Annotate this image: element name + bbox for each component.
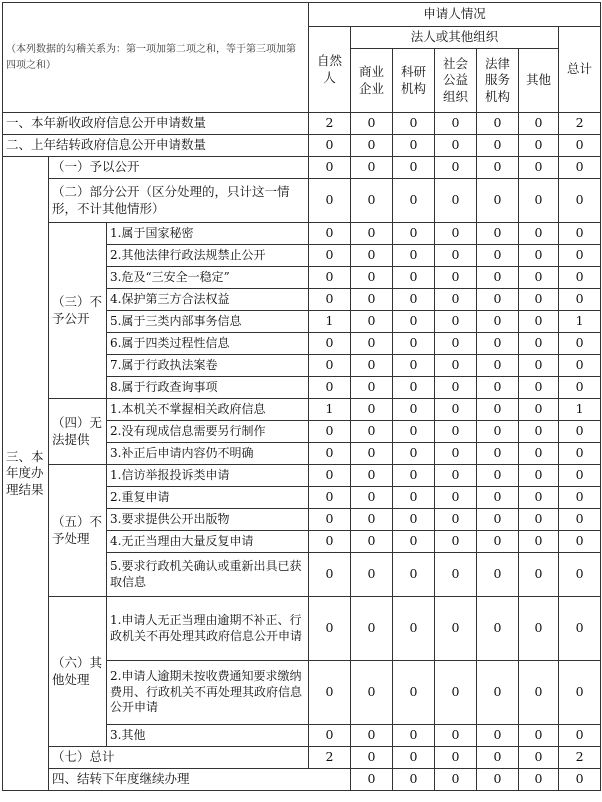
cell-value: 0 (519, 157, 559, 179)
table-row (3, 769, 601, 791)
cell-value: 0 (519, 399, 559, 421)
cell-value: 0 (519, 267, 559, 289)
cell-value: 0 (435, 377, 477, 399)
cell-value: 0 (519, 747, 559, 769)
cell-value: 0 (559, 333, 601, 355)
cell-value: 0 (351, 179, 393, 223)
cell-value: 0 (351, 289, 393, 311)
cell-value: 0 (477, 289, 519, 311)
cell-value: 0 (309, 531, 351, 553)
cell-value: 0 (477, 725, 519, 747)
cell-value: 0 (519, 223, 559, 245)
cell-value: 0 (435, 289, 477, 311)
cell-value: 0 (351, 553, 393, 597)
cell-value: 0 (477, 113, 519, 135)
cell-value: 0 (559, 355, 601, 377)
cell-value: 0 (477, 509, 519, 531)
cell-value: 0 (477, 377, 519, 399)
cell-value: 0 (435, 223, 477, 245)
cell-value: 0 (519, 443, 559, 465)
row-label: （一）予以公开 (49, 157, 309, 179)
org-column-research: 科研机构 (393, 49, 435, 113)
disclosure-report-table (2, 2, 601, 791)
row-label: 1.申请人无正当理由逾期不补正、行政机关不再处理其政府信息公开申请 (107, 597, 309, 661)
cell-value: 0 (435, 399, 477, 421)
cell-value: 0 (393, 289, 435, 311)
cell-value: 0 (351, 531, 393, 553)
cell-value: 2 (309, 113, 351, 135)
cell-value: 0 (393, 311, 435, 333)
row-label: 6.属于四类过程性信息 (107, 333, 309, 355)
cell-value: 0 (519, 311, 559, 333)
cell-value: 2 (309, 747, 351, 769)
row-label: 2.重复申请 (107, 487, 309, 509)
cell-value: 0 (393, 465, 435, 487)
cell-value: 0 (477, 135, 519, 157)
cell-value: 0 (309, 421, 351, 443)
cell-value: 0 (477, 355, 519, 377)
cell-value: 0 (435, 531, 477, 553)
cell-value: 0 (477, 769, 519, 791)
natural-person-header: 自然人 (309, 27, 351, 113)
cell-value: 0 (435, 465, 477, 487)
cell-value: 0 (559, 509, 601, 531)
row-label: 7.属于行政执法案卷 (107, 355, 309, 377)
cell-value: 0 (477, 747, 519, 769)
cell-value: 0 (393, 179, 435, 223)
cell-value: 0 (393, 553, 435, 597)
cell-value: 0 (351, 465, 393, 487)
cell-value: 1 (309, 399, 351, 421)
cell-value: 0 (393, 509, 435, 531)
cell-value: 0 (559, 421, 601, 443)
row-label: 四、结转下年度继续办理 (49, 769, 351, 791)
cell-value: 0 (519, 113, 559, 135)
cell-value: 0 (559, 531, 601, 553)
cell-value: 0 (351, 245, 393, 267)
header-row-1 (3, 3, 601, 27)
row-label: 5.属于三类内部事务信息 (107, 311, 309, 333)
row-label: 2.其他法律行政法规禁止公开 (107, 245, 309, 267)
cell-value: 0 (435, 157, 477, 179)
cell-value: 0 (351, 769, 393, 791)
cell-value: 0 (477, 267, 519, 289)
cell-value: 0 (559, 135, 601, 157)
cell-value: 0 (477, 311, 519, 333)
cell-value: 0 (477, 333, 519, 355)
cell-value: 0 (519, 421, 559, 443)
row-label: 2.申请人逾期未按收费通知要求缴纳费用、行政机关不再处理其政府信息公开申请 (107, 661, 309, 725)
cell-value: 0 (393, 747, 435, 769)
org-column-other: 其他 (519, 49, 559, 113)
cell-value: 0 (477, 487, 519, 509)
cell-value: 0 (519, 465, 559, 487)
cell-value: 0 (519, 509, 559, 531)
cell-value: 0 (309, 597, 351, 661)
row-label: 3.其他 (107, 725, 309, 747)
cell-value: 0 (393, 223, 435, 245)
cell-value: 0 (351, 597, 393, 661)
cell-value: 0 (393, 377, 435, 399)
row-label: 1.本机关不掌握相关政府信息 (107, 399, 309, 421)
org-column-legal-service: 法律服务机构 (477, 49, 519, 113)
cell-value: 0 (351, 747, 393, 769)
cell-value: 0 (519, 245, 559, 267)
cell-value: 0 (309, 179, 351, 223)
cell-value: 0 (309, 725, 351, 747)
cell-value: 0 (435, 311, 477, 333)
table-row (3, 399, 601, 421)
cell-value: 0 (351, 135, 393, 157)
cell-value: 0 (351, 399, 393, 421)
row-label: 二、上年结转政府信息公开申请数量 (3, 135, 309, 157)
cell-value: 0 (435, 597, 477, 661)
cell-value: 0 (435, 333, 477, 355)
cell-value: 0 (309, 245, 351, 267)
cell-value: 0 (393, 531, 435, 553)
cell-value: 0 (519, 725, 559, 747)
cell-value: 0 (559, 245, 601, 267)
cell-value: 1 (559, 311, 601, 333)
cell-value: 0 (435, 769, 477, 791)
cell-value: 0 (435, 487, 477, 509)
total-header: 总计 (559, 27, 601, 113)
cell-value: 0 (559, 289, 601, 311)
cell-value: 0 (519, 769, 559, 791)
table-row (3, 747, 601, 769)
subgroup-label: （五）不予处理 (49, 465, 107, 597)
cell-value: 0 (435, 135, 477, 157)
cell-value: 0 (435, 661, 477, 725)
cell-value: 0 (309, 157, 351, 179)
cell-value: 0 (559, 661, 601, 725)
cell-value: 0 (309, 509, 351, 531)
group3-label: 三、本年度办理结果 (3, 157, 49, 791)
row-label: 4.无正当理由大量反复申请 (107, 531, 309, 553)
cell-value: 0 (435, 421, 477, 443)
row-label: （二）部分公开（区分处理的，只计这一情形，不计其他情形） (49, 179, 309, 223)
table-row (3, 113, 601, 135)
cell-value: 0 (393, 661, 435, 725)
cell-value: 0 (351, 355, 393, 377)
cell-value: 0 (477, 245, 519, 267)
cell-value: 2 (559, 747, 601, 769)
cell-value: 0 (351, 157, 393, 179)
cell-value: 0 (393, 267, 435, 289)
cell-value: 0 (351, 509, 393, 531)
cell-value: 0 (477, 399, 519, 421)
cell-value: 0 (309, 355, 351, 377)
cell-value: 0 (435, 179, 477, 223)
cell-value: 0 (351, 333, 393, 355)
cell-value: 0 (393, 487, 435, 509)
subgroup-label: （六）其他处理 (49, 597, 107, 747)
cell-value: 0 (519, 661, 559, 725)
cell-value: 0 (309, 135, 351, 157)
cell-value: 0 (435, 245, 477, 267)
row-label: 1.属于国家秘密 (107, 223, 309, 245)
cell-value: 0 (559, 465, 601, 487)
row-label: 4.保护第三方合法权益 (107, 289, 309, 311)
table-row (3, 465, 601, 487)
cell-value: 0 (393, 333, 435, 355)
cell-value: 0 (477, 157, 519, 179)
applicant-situation-header: 申请人情况 (309, 3, 601, 27)
cell-value: 0 (519, 333, 559, 355)
row-label: 8.属于行政查询事项 (107, 377, 309, 399)
row-label: 3.补正后申请内容仍不明确 (107, 443, 309, 465)
cell-value: 0 (559, 769, 601, 791)
cell-value: 0 (519, 377, 559, 399)
cell-value: 1 (309, 311, 351, 333)
cell-value: 0 (559, 223, 601, 245)
cell-value: 0 (477, 421, 519, 443)
cell-value: 0 (477, 179, 519, 223)
cell-value: 0 (309, 487, 351, 509)
cell-value: 0 (309, 289, 351, 311)
cell-value: 0 (351, 487, 393, 509)
cell-value: 0 (309, 267, 351, 289)
cell-value: 0 (309, 465, 351, 487)
cell-value: 0 (559, 553, 601, 597)
cell-value: 0 (351, 113, 393, 135)
row-label: 3.要求提供公开出版物 (107, 509, 309, 531)
cell-value: 0 (519, 487, 559, 509)
cell-value: 0 (393, 245, 435, 267)
cell-value: 0 (477, 597, 519, 661)
subgroup-label: （三）不予公开 (49, 223, 107, 399)
row-label: 1.信访举报投诉类申请 (107, 465, 309, 487)
cell-value: 0 (351, 267, 393, 289)
row-label: 3.危及“三安全一稳定” (107, 267, 309, 289)
cell-value: 0 (519, 135, 559, 157)
cell-value: 0 (393, 443, 435, 465)
table-row (3, 157, 601, 179)
cell-value: 0 (559, 443, 601, 465)
org-column-public-welfare: 社会公益组织 (435, 49, 477, 113)
cell-value: 0 (309, 377, 351, 399)
cell-value: 0 (519, 179, 559, 223)
cell-value: 1 (559, 399, 601, 421)
cell-value: 0 (393, 421, 435, 443)
cell-value: 0 (559, 377, 601, 399)
cell-value: 0 (559, 179, 601, 223)
row-label: （七）总计 (49, 747, 309, 769)
cell-value: 0 (351, 421, 393, 443)
cell-value: 0 (559, 487, 601, 509)
org-column-business: 商业企业 (351, 49, 393, 113)
cell-value: 0 (351, 661, 393, 725)
cell-value: 0 (435, 725, 477, 747)
cell-value: 0 (435, 113, 477, 135)
cell-value: 0 (559, 597, 601, 661)
cell-value: 0 (393, 135, 435, 157)
cell-value: 0 (559, 157, 601, 179)
row-label: 一、本年新收政府信息公开申请数量 (3, 113, 309, 135)
cell-value: 0 (393, 157, 435, 179)
cell-value: 0 (435, 355, 477, 377)
cell-value: 0 (519, 531, 559, 553)
cell-value: 0 (519, 355, 559, 377)
cell-value: 0 (309, 223, 351, 245)
row-label: 2.没有现成信息需要另行制作 (107, 421, 309, 443)
header-note: （本列数据的勾稽关系为：第一项加第二项之和，等于第三项加第四项之和） (3, 3, 309, 113)
cell-value: 0 (435, 747, 477, 769)
cell-value: 0 (477, 223, 519, 245)
cell-value: 0 (309, 553, 351, 597)
cell-value: 0 (477, 661, 519, 725)
subgroup-label: （四）无法提供 (49, 399, 107, 465)
cell-value: 0 (477, 553, 519, 597)
cell-value: 0 (351, 377, 393, 399)
cell-value: 0 (351, 725, 393, 747)
cell-value: 0 (477, 465, 519, 487)
table-row (3, 179, 601, 223)
table-row (3, 135, 601, 157)
cell-value: 0 (393, 355, 435, 377)
cell-value: 0 (393, 769, 435, 791)
cell-value: 0 (309, 443, 351, 465)
cell-value: 0 (435, 553, 477, 597)
cell-value: 0 (393, 113, 435, 135)
cell-value: 0 (477, 443, 519, 465)
cell-value: 0 (351, 223, 393, 245)
cell-value: 0 (393, 725, 435, 747)
cell-value: 0 (519, 597, 559, 661)
cell-value: 0 (351, 311, 393, 333)
cell-value: 0 (519, 289, 559, 311)
cell-value: 0 (435, 509, 477, 531)
cell-value: 0 (393, 597, 435, 661)
cell-value: 0 (477, 531, 519, 553)
cell-value: 2 (559, 113, 601, 135)
table-row (3, 223, 601, 245)
cell-value: 0 (435, 267, 477, 289)
row-label: 5.要求行政机关确认或重新出具已获取信息 (107, 553, 309, 597)
cell-value: 0 (559, 267, 601, 289)
cell-value: 0 (309, 333, 351, 355)
cell-value: 0 (351, 443, 393, 465)
cell-value: 0 (559, 725, 601, 747)
table-row (3, 597, 601, 661)
cell-value: 0 (519, 553, 559, 597)
cell-value: 0 (393, 399, 435, 421)
cell-value: 0 (435, 443, 477, 465)
legal-or-other-header: 法人或其他组织 (351, 27, 559, 49)
cell-value: 0 (309, 661, 351, 725)
